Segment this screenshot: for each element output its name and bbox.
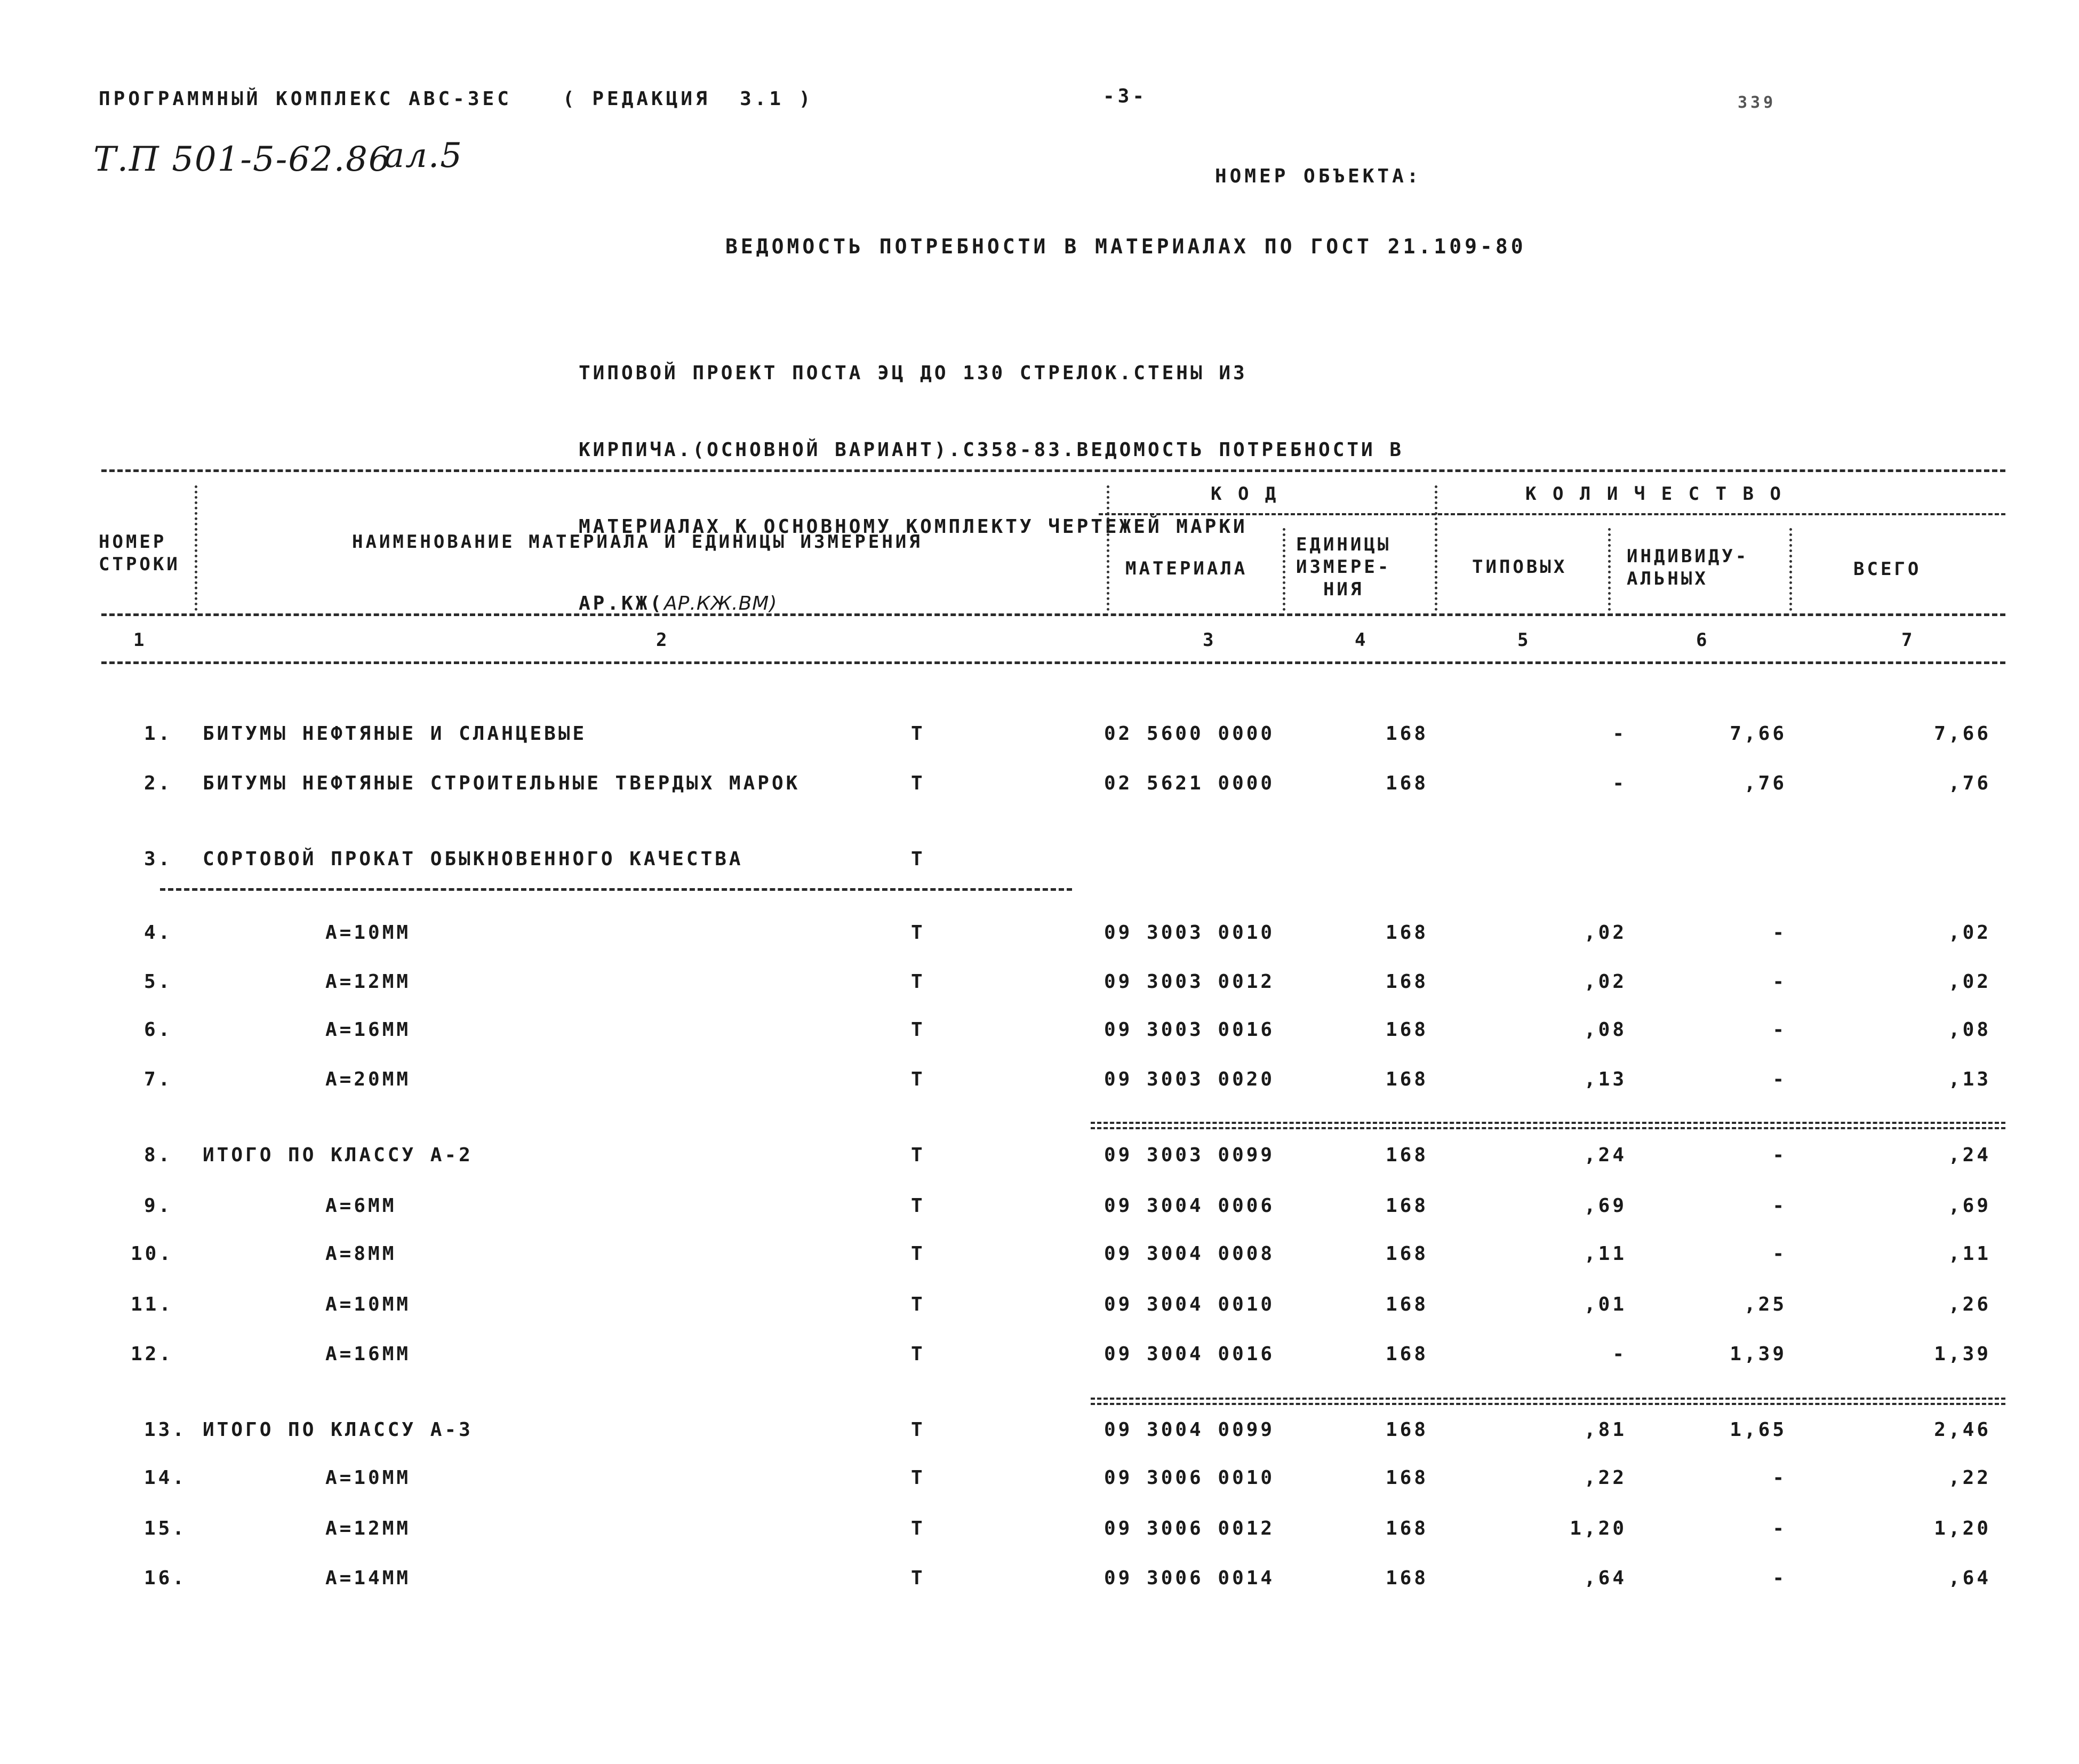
vsep-5 bbox=[1608, 528, 1611, 611]
qty-individual: - bbox=[1772, 1518, 1787, 1539]
unit: Т bbox=[911, 1419, 925, 1441]
row-number: 8. bbox=[144, 1144, 173, 1166]
material-name: ИТОГО ПО КЛАССУ А-3 bbox=[203, 1419, 473, 1441]
qty-total: ,64 bbox=[1948, 1567, 1991, 1589]
unit: Т bbox=[911, 1068, 925, 1090]
qty-total: ,76 bbox=[1948, 772, 1991, 794]
table-row bbox=[0, 1243, 2079, 1275]
qty-individual: - bbox=[1772, 1144, 1787, 1166]
table-row bbox=[0, 1068, 2079, 1100]
material-name: БИТУМЫ НЕФТЯНЫЕ И СЛАНЦЕВЫЕ bbox=[203, 723, 587, 745]
unit: Т bbox=[911, 1467, 925, 1489]
row-number: 9. bbox=[144, 1195, 173, 1217]
description-handwritten: АР.КЖ.ВМ) bbox=[664, 593, 778, 614]
material-name: А=16ММ bbox=[325, 1343, 411, 1365]
table-row bbox=[0, 1019, 2079, 1051]
vsep-6 bbox=[1789, 528, 1792, 611]
qty-typical: ,13 bbox=[1584, 1068, 1627, 1090]
unit-code: 168 bbox=[1386, 1467, 1429, 1489]
description-line-1: ТИПОВОЙ ПРОЕКТ ПОСТА ЭЦ ДО 130 СТРЕЛОК.СТЕНЫ ИЗ bbox=[579, 362, 1248, 384]
project-handwritten: Т.П 501-5-62.86 bbox=[93, 140, 391, 179]
unit-code: 168 bbox=[1386, 971, 1429, 993]
unit-code: 168 bbox=[1386, 1243, 1429, 1265]
unit-code: 168 bbox=[1386, 772, 1429, 794]
material-name: БИТУМЫ НЕФТЯНЫЕ СТРОИТЕЛЬНЫЕ ТВЕРДЫХ МАРОК bbox=[203, 772, 801, 794]
qty-individual: 7,66 bbox=[1730, 723, 1787, 745]
material-code: 02 5621 0000 bbox=[1104, 772, 1275, 794]
row-number: 1. bbox=[144, 723, 173, 745]
row-number: 2. bbox=[144, 772, 173, 794]
unit: Т bbox=[911, 848, 925, 870]
table-row bbox=[0, 922, 2079, 954]
material-code: 09 3003 0010 bbox=[1104, 922, 1275, 944]
table-top-rule bbox=[101, 469, 2005, 472]
unit: Т bbox=[911, 1195, 925, 1217]
unit-code: 168 bbox=[1386, 1019, 1429, 1041]
material-name: А=10ММ bbox=[325, 1294, 411, 1315]
unit: Т bbox=[911, 723, 925, 745]
qty-individual: - bbox=[1772, 922, 1787, 944]
table-row bbox=[0, 1567, 2079, 1599]
row-number: 16. bbox=[144, 1567, 187, 1589]
qty-total: 2,46 bbox=[1934, 1419, 1991, 1441]
material-code: 09 3004 0008 bbox=[1104, 1243, 1275, 1265]
header-name: НАИМЕНОВАНИЕ МАТЕРИАЛА И ЕДИНИЦЫ ИЗМЕРЕНИЯ bbox=[352, 531, 923, 553]
vsep-1 bbox=[195, 485, 197, 611]
unit: Т bbox=[911, 1518, 925, 1539]
material-name: А=8ММ bbox=[325, 1243, 397, 1265]
material-name: А=16ММ bbox=[325, 1019, 411, 1041]
table-row bbox=[0, 1144, 2079, 1176]
table-row bbox=[0, 848, 2079, 880]
header-qty-typical: ТИПОВЫХ bbox=[1472, 556, 1568, 578]
material-code: 09 3003 0020 bbox=[1104, 1068, 1275, 1090]
row-number: 13. bbox=[144, 1419, 187, 1441]
material-code: 09 3006 0010 bbox=[1104, 1467, 1275, 1489]
unit: Т bbox=[911, 1567, 925, 1589]
row-number: 5. bbox=[144, 971, 173, 993]
table-colnum-rule bbox=[101, 661, 2005, 664]
row-number: 10. bbox=[131, 1243, 174, 1265]
unit: Т bbox=[911, 922, 925, 944]
vsep-3 bbox=[1283, 528, 1285, 611]
header-quantity-group: К О Л И Ч Е С Т В О bbox=[1525, 483, 1784, 505]
album-handwritten: ал.5 bbox=[384, 136, 463, 175]
qty-total: ,26 bbox=[1948, 1294, 1991, 1315]
sheet-number: 339 bbox=[1738, 93, 1777, 112]
row-number: 14. bbox=[144, 1467, 187, 1489]
header-row-number: НОМЕР СТРОКИ bbox=[99, 531, 180, 575]
row-number: 12. bbox=[131, 1343, 174, 1365]
material-name: А=6ММ bbox=[325, 1195, 397, 1217]
material-code: 09 3006 0012 bbox=[1104, 1518, 1275, 1539]
material-code: 09 3004 0099 bbox=[1104, 1419, 1275, 1441]
table-row bbox=[0, 971, 2079, 1003]
qty-total: ,11 bbox=[1948, 1243, 1991, 1265]
code-subheader-rule bbox=[1099, 513, 1461, 515]
material-code: 09 3003 0016 bbox=[1104, 1019, 1275, 1041]
colnum-4: 4 bbox=[1355, 629, 1366, 651]
material-name: А=10ММ bbox=[325, 1467, 411, 1489]
table-row bbox=[0, 1518, 2079, 1550]
qty-total: ,69 bbox=[1948, 1195, 1991, 1217]
description-line-4 bbox=[579, 591, 1404, 617]
unit: Т bbox=[911, 772, 925, 794]
unit: Т bbox=[911, 1343, 925, 1365]
qty-total: ,22 bbox=[1948, 1467, 1991, 1489]
qty-individual: - bbox=[1772, 1567, 1787, 1589]
qty-total: ,08 bbox=[1948, 1019, 1991, 1041]
colnum-3: 3 bbox=[1203, 629, 1214, 651]
qty-individual: - bbox=[1772, 1467, 1787, 1489]
material-code: 09 3003 0099 bbox=[1104, 1144, 1275, 1166]
object-number-label: НОМЕР ОБЪЕКТА: bbox=[1215, 165, 1422, 187]
table-row bbox=[0, 1195, 2079, 1227]
table-row bbox=[0, 1467, 2079, 1499]
colnum-5: 5 bbox=[1517, 629, 1529, 651]
qty-typical: ,11 bbox=[1584, 1243, 1627, 1265]
unit: Т bbox=[911, 1144, 925, 1166]
qty-individual: - bbox=[1772, 971, 1787, 993]
qty-total: ,02 bbox=[1948, 971, 1991, 993]
header-code-group: К О Д bbox=[1211, 483, 1279, 505]
qty-total: 1,39 bbox=[1934, 1343, 1991, 1365]
qty-typical: - bbox=[1612, 723, 1627, 745]
table-row bbox=[0, 772, 2079, 804]
unit-code: 168 bbox=[1386, 1419, 1429, 1441]
qty-individual: 1,39 bbox=[1730, 1343, 1787, 1365]
table-row bbox=[0, 723, 2079, 755]
material-code: 09 3004 0010 bbox=[1104, 1294, 1275, 1315]
material-name: А=20ММ bbox=[325, 1068, 411, 1090]
unit-code: 168 bbox=[1386, 1068, 1429, 1090]
material-name: А=12ММ bbox=[325, 1518, 411, 1539]
unit-code: 168 bbox=[1386, 1518, 1429, 1539]
qty-total: 7,66 bbox=[1934, 723, 1991, 745]
qty-typical: ,02 bbox=[1584, 922, 1627, 944]
material-code: 09 3004 0016 bbox=[1104, 1343, 1275, 1365]
qty-typical: ,01 bbox=[1584, 1294, 1627, 1315]
unit: Т bbox=[911, 1243, 925, 1265]
qty-individual: - bbox=[1772, 1195, 1787, 1217]
unit-code: 168 bbox=[1386, 922, 1429, 944]
row-number: 3. bbox=[144, 848, 173, 870]
header-qty-individual: ИНДИВИДУ- АЛЬНЫХ bbox=[1627, 546, 1749, 589]
project-description bbox=[579, 309, 1404, 642]
material-name: А=10ММ bbox=[325, 922, 411, 944]
qty-typical: - bbox=[1612, 1343, 1627, 1365]
qty-typical: 1,20 bbox=[1570, 1518, 1627, 1539]
qty-typical: ,64 bbox=[1584, 1567, 1627, 1589]
row-number: 11. bbox=[131, 1294, 174, 1315]
row-number: 4. bbox=[144, 922, 173, 944]
description-line-3: МАТЕРИАЛАХ К ОСНОВНОМУ КОМПЛЕКТУ ЧЕРТЕЖЕЙ МАРКИ bbox=[579, 516, 1248, 538]
unit-code: 168 bbox=[1386, 1567, 1429, 1589]
qty-total: ,13 bbox=[1948, 1068, 1991, 1090]
qty-typical: ,02 bbox=[1584, 971, 1627, 993]
material-code: 09 3004 0006 bbox=[1104, 1195, 1275, 1217]
unit-code: 168 bbox=[1386, 1144, 1429, 1166]
qty-typical: - bbox=[1612, 772, 1627, 794]
material-name: ИТОГО ПО КЛАССУ А-2 bbox=[203, 1144, 473, 1166]
qty-typical: ,22 bbox=[1584, 1467, 1627, 1489]
material-name: А=14ММ bbox=[325, 1567, 411, 1589]
header-code-material: МАТЕРИАЛА bbox=[1125, 558, 1248, 579]
qty-individual: 1,65 bbox=[1730, 1419, 1787, 1441]
header-qty-total: ВСЕГО bbox=[1853, 558, 1922, 580]
qty-total: ,24 bbox=[1948, 1144, 1991, 1166]
description-line-2: КИРПИЧА.(ОСНОВНОЙ ВАРИАНТ).С358-83.ВЕДОМОСТЬ ПОТРЕБНОСТИ В bbox=[579, 439, 1404, 461]
row-number: 15. bbox=[144, 1518, 187, 1539]
unit-code: 168 bbox=[1386, 1343, 1429, 1365]
material-name: А=12ММ bbox=[325, 971, 411, 993]
qty-typical: ,81 bbox=[1584, 1419, 1627, 1441]
colnum-6: 6 bbox=[1696, 629, 1707, 651]
vsep-2 bbox=[1107, 485, 1109, 611]
unit-code: 168 bbox=[1386, 1294, 1429, 1315]
colnum-1: 1 bbox=[133, 629, 145, 651]
document-title: ВЕДОМОСТЬ ПОТРЕБНОСТИ В МАТЕРИАЛАХ ПО ГОСТ 21.109-80 bbox=[725, 235, 1526, 258]
material-code: 09 3003 0012 bbox=[1104, 971, 1275, 993]
qty-individual: - bbox=[1772, 1019, 1787, 1041]
qty-individual: ,25 bbox=[1744, 1294, 1787, 1315]
colnum-2: 2 bbox=[656, 629, 667, 651]
description-typed: АР.КЖ( bbox=[579, 593, 665, 614]
material-code: 02 5600 0000 bbox=[1104, 723, 1275, 745]
qty-individual: - bbox=[1772, 1068, 1787, 1090]
qty-total: ,02 bbox=[1948, 922, 1991, 944]
qty-typical: ,69 bbox=[1584, 1195, 1627, 1217]
header-code-unit: ЕДИНИЦЫ ИЗМЕРЕ- НИЯ bbox=[1296, 534, 1392, 600]
row-number: 6. bbox=[144, 1019, 173, 1041]
page-number: -3- bbox=[1103, 85, 1148, 107]
program-name: ПРОГРАММНЫЙ КОМПЛЕКС АВС-3ЕС bbox=[99, 88, 512, 110]
subtotal-rule-a2 bbox=[1091, 1122, 2005, 1129]
quantity-subheader-rule bbox=[1461, 513, 2005, 515]
table-row bbox=[0, 1343, 2079, 1375]
unit-code: 168 bbox=[1386, 723, 1429, 745]
unit-code: 168 bbox=[1386, 1195, 1429, 1217]
qty-individual: ,76 bbox=[1744, 772, 1787, 794]
table-row bbox=[0, 1294, 2079, 1326]
vsep-4 bbox=[1435, 485, 1437, 611]
qty-individual: - bbox=[1772, 1243, 1787, 1265]
qty-total: 1,20 bbox=[1934, 1518, 1991, 1539]
qty-typical: ,24 bbox=[1584, 1144, 1627, 1166]
section-underline bbox=[160, 888, 1072, 891]
material-code: 09 3006 0014 bbox=[1104, 1567, 1275, 1589]
unit: Т bbox=[911, 1019, 925, 1041]
subtotal-rule-a3 bbox=[1091, 1398, 2005, 1405]
material-name: СОРТОВОЙ ПРОКАТ ОБЫКНОВЕННОГО КАЧЕСТВА bbox=[203, 848, 743, 870]
row-number: 7. bbox=[144, 1068, 173, 1090]
colnum-7: 7 bbox=[1901, 629, 1913, 651]
table-row bbox=[0, 1419, 2079, 1451]
edition-label: ( РЕДАКЦИЯ 3.1 ) bbox=[563, 88, 814, 110]
qty-typical: ,08 bbox=[1584, 1019, 1627, 1041]
unit: Т bbox=[911, 971, 925, 993]
table-header-rule bbox=[101, 613, 2005, 616]
unit: Т bbox=[911, 1294, 925, 1315]
